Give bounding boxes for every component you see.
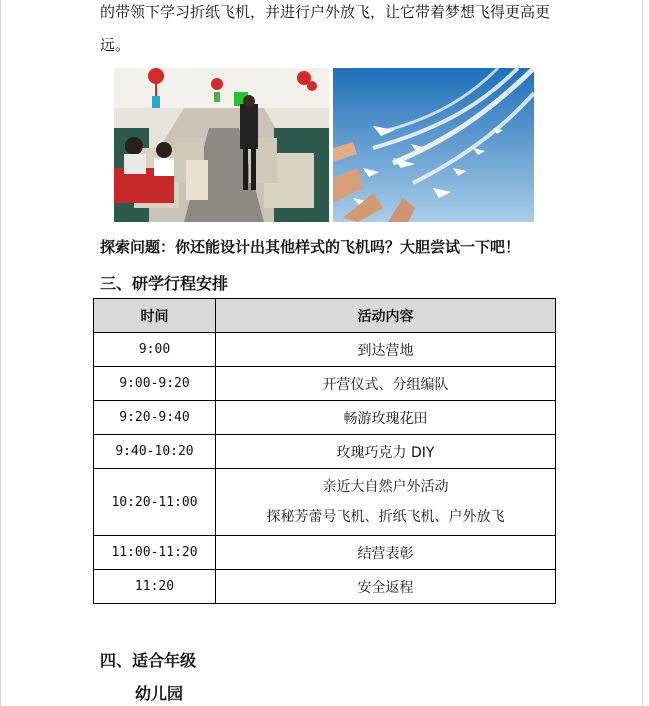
header-activity: 活动内容 bbox=[216, 299, 556, 333]
activity-line: 亲近大自然户外活动 bbox=[322, 479, 449, 495]
time-cell: 11:20 bbox=[94, 570, 216, 604]
intro-line-1: 的带领下学习折纸飞机，并进行户外放飞，让它带着梦想飞得更高更 bbox=[100, 3, 551, 21]
time-cell: 9:00-9:20 bbox=[94, 367, 216, 401]
time-cell: 11:00-11:20 bbox=[94, 536, 216, 570]
time-cell: 9:40-10:20 bbox=[94, 435, 216, 469]
activity-cell: 到达营地 bbox=[216, 333, 556, 367]
schedule-table bbox=[93, 298, 556, 604]
grade-value: 幼儿园 bbox=[135, 684, 184, 703]
activity-cell: 畅游玫瑰花田 bbox=[216, 401, 556, 435]
table-row bbox=[94, 435, 556, 469]
paper-planes-photo bbox=[333, 68, 534, 222]
time-cell: 10:20-11:00 bbox=[94, 469, 216, 536]
table-row bbox=[94, 570, 556, 604]
intro-line-2: 远。 bbox=[100, 36, 131, 54]
activity-cell: 开营仪式、分组编队 bbox=[216, 367, 556, 401]
section-4-title: 四、适合年级 bbox=[100, 651, 197, 670]
table-row bbox=[94, 469, 556, 536]
explore-question: 探索问题：你还能设计出其他样式的飞机吗？大胆尝试一下吧！ bbox=[100, 238, 521, 256]
time-cell: 9:00 bbox=[94, 333, 216, 367]
page-edge-left bbox=[0, 0, 1, 706]
activity-cell: 安全返程 bbox=[216, 570, 556, 604]
activity-line: 探秘芳蕾号飞机、折纸飞机、户外放飞 bbox=[266, 509, 505, 525]
section-3-title: 三、研学行程安排 bbox=[100, 274, 229, 293]
table-row bbox=[94, 367, 556, 401]
time-cell: 9:20-9:40 bbox=[94, 401, 216, 435]
header-time: 时间 bbox=[94, 299, 216, 333]
table-row bbox=[94, 401, 556, 435]
table-row bbox=[94, 333, 556, 367]
activity-cell: 结营表彰 bbox=[216, 536, 556, 570]
table-row bbox=[94, 536, 556, 570]
activity-cell: 玫瑰巧克力 DIY bbox=[216, 435, 556, 469]
schedule-header-row bbox=[94, 299, 556, 333]
page-edge-right bbox=[642, 0, 643, 706]
activity-cell bbox=[216, 469, 556, 536]
cabin-photo bbox=[114, 68, 329, 222]
